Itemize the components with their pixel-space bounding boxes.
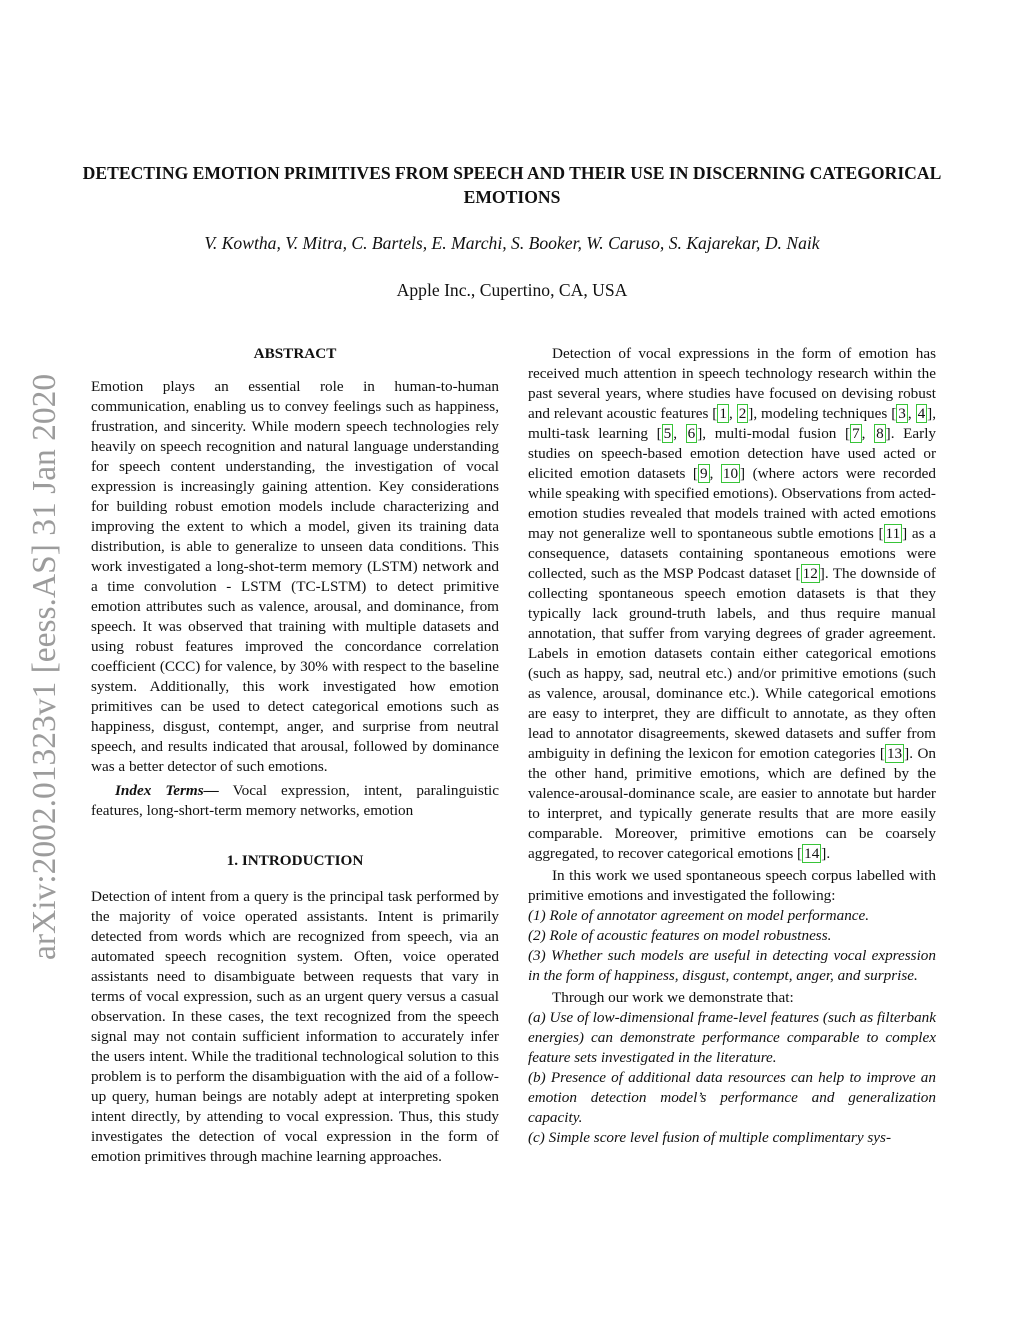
list-item: (b) Presence of additional data resources can help to improve an emotion detection model’s performance and generalization capacity. <box>528 1069 936 1126</box>
citation-link[interactable]: 8 <box>876 425 884 442</box>
paper-affiliation: Apple Inc., Cupertino, CA, USA <box>396 280 628 300</box>
citation-link[interactable]: 1 <box>719 405 727 422</box>
citation-link[interactable]: 12 <box>802 565 818 582</box>
right-paragraph-2: In this work we used spontaneous speech corpus labelled with primitive emotions and investigated the following: <box>528 867 936 904</box>
list-item: (1) Role of annotator agreement on model performance. <box>528 907 870 924</box>
citation-link[interactable]: 10 <box>722 465 739 482</box>
introduction-text: Detection of intent from a query is the principal task performed by the majority of voice operated assistants. Intent is primarily detected from words which are recognized from speech, via an automated speech recognition system. Often, voice operated assistants need to disambiguate between requests that vary in terms of vocal expression, such as an urgent query versus a casual observation. In these cases, the text recognized from the speech signal may not contain sufficient information to accurately infer the users intent. While the traditional technological solution to this problem is to perform the disambiguation with the aid of a follow-up query, human beings are notably adept at interpreting spoken intent directly, by attending to vocal expression. Thus, this study investigates the detection of vocal expression in the form of emotion primitives through machine learning approaches. <box>91 888 499 1165</box>
list-item: (2) Role of acoustic features on model robustness. <box>528 927 832 944</box>
left-column <box>91 344 499 1167</box>
citation-link[interactable]: 13 <box>886 745 903 762</box>
citation-link[interactable]: 7 <box>852 425 860 442</box>
index-terms-text: Vocal expression, intent, paralinguistic features, long-short-term memory networks, emotion <box>91 782 499 819</box>
right-paragraph-3: Through our work we demonstrate that: <box>552 989 794 1006</box>
right-paragraph-1: Detection of vocal expressions in the form of emotion has received much attention in speech technology research within the past several years, where studies have focused on devising robust and relevant acoustic features [ 1 , 2 ], modeling techniques [ 3 , 4 ], multi-task learning [ 5 , 6 ], multi-modal fusion [ 7 , 8 ]. Early studies on speech-based emotion detection have used acted or elicited emotion datasets [ 9 , 10 ] (where actors were recorded while speaking with specified emotions). Observations from acted-emotion studies revealed that models trained with acted emotions may not generalize well to spontaneous subtle emotions [ 11 ] as a consequence, datasets containing spontaneous emotions were collected, such as the MSP Podcast dataset [ 12 ]. The downside of collecting spontaneous speech emotion datasets is that they typically lack ground-truth labels, and thus require manual annotation, that suffer from varying degrees of grader agreement. Labels in emotion datasets contain either categorical emotions (such as happy, sad, neutral etc.) and/or primitive emotions (such as valence, arousal, dominance etc.). While categorical emotions are easy to interpret, they are difficult to annotate, as they often lead to annotator disagreements, skewed datasets and suffer from ambiguity in defining the lexicon for emotion categories [ 13 ]. On the other hand, primitive emotions, which are defined by the valence-arousal-dominance scale, are easier to annotate but harder to interpret, and typically generate results that are more easily comparable. Moreover, primitive emotions can be coarsely aggregated, to recover categorical emotions [ 14 ]. <box>528 345 937 862</box>
abstract-heading: ABSTRACT <box>253 345 337 362</box>
citation-link[interactable]: 11 <box>885 525 901 542</box>
citation-link[interactable]: 3 <box>898 405 906 422</box>
citation-link[interactable]: 4 <box>917 405 926 422</box>
introduction-heading: 1. INTRODUCTION <box>226 852 364 869</box>
index-terms <box>91 781 499 821</box>
citation-link[interactable]: 2 <box>738 405 747 422</box>
arxiv-identifier: arXiv:2002.01323v1 [eess.AS] 31 Jan 2020 <box>26 373 63 960</box>
paper-authors: V. Kowtha, V. Mitra, C. Bartels, E. Marchi, S. Booker, W. Caruso, S. Kajarekar, D. Naik <box>204 233 820 253</box>
index-terms-label: Index Terms— <box>115 782 219 799</box>
right-column <box>528 344 936 1148</box>
list-item: (c) Simple score level fusion of multiple complimentary sys- <box>528 1129 892 1146</box>
citation-link[interactable]: 5 <box>663 425 672 442</box>
list-item: (a) Use of low-dimensional frame-level features (such as filterbank energies) can demonstrate performance comparable to complex feature sets investigated in the literature. <box>528 1009 936 1066</box>
citation-link[interactable]: 6 <box>687 425 696 442</box>
abstract-text: Emotion plays an essential role in human-to-human communication, enabling us to convey feelings such as happiness, frustration, and sincerity. While modern speech technologies rely heavily on speech recognition and natural language understanding for speech content understanding, the investigation of vocal expression is increasingly gaining attention. Key considerations for building robust emotion models include characterizing and improving the extent to which a model, given its training data distribution, is able to generalize to unseen data conditions. This work investigated a long-shot-term memory (LSTM) network and a time convolution - LSTM (TC-LSTM) to detect primitive emotion attributes such as valence, arousal, and dominance, from speech. It was observed that training with multiple datasets and using robust features improved the concordance correlation coefficient (CCC) for valence, by 30% with respect to the baseline system. Additionally, this work investigated how emotion primitives can be used to detect categorical emotions such as happiness, disgust, contempt, anger, and surprise from neutral speech, and results indicated that arousal, followed by dominance was a better detector of such emotions. <box>91 378 499 775</box>
paper-title: DETECTING EMOTION PRIMITIVES FROM SPEECH AND THEIR USE IN DISCERNING CATEGORICAL EMOTIONS <box>82 163 942 207</box>
citation-link[interactable]: 14 <box>804 845 820 862</box>
citation-link[interactable]: 9 <box>700 465 708 482</box>
list-item: (3) Whether such models are useful in detecting vocal expression in the form of happiness, disgust, contempt, anger, and surprise. <box>528 947 936 984</box>
